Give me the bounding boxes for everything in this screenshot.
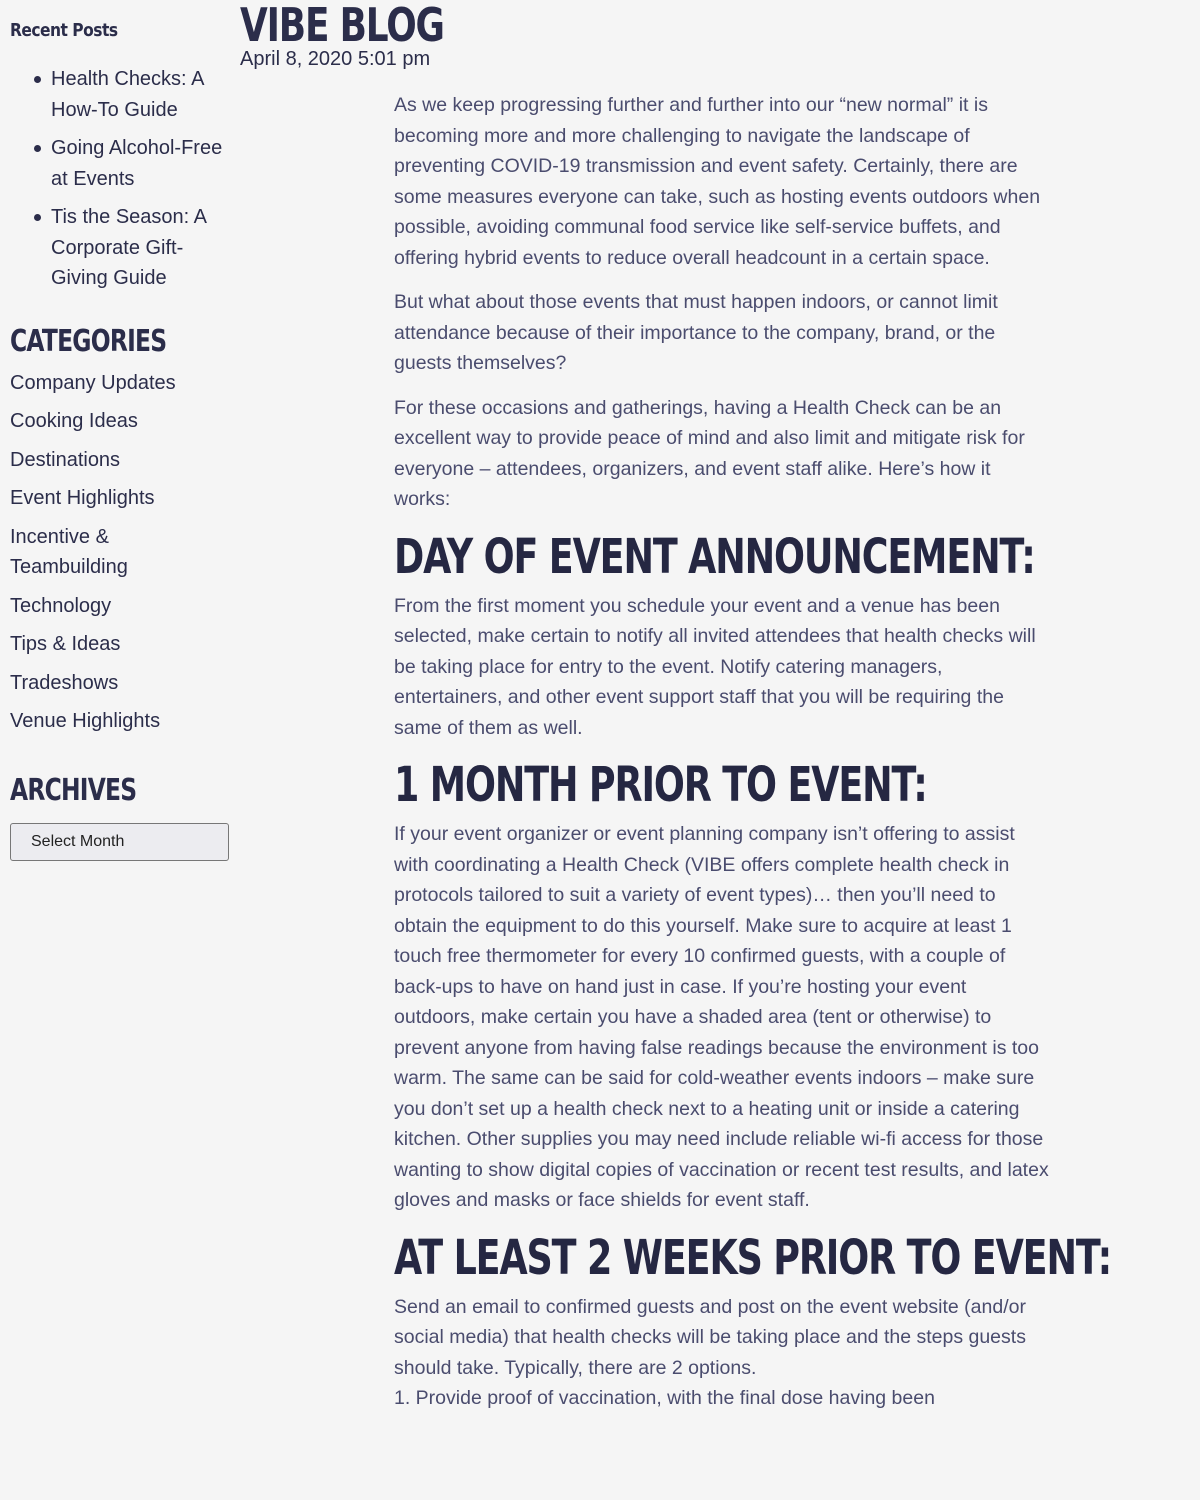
recent-post-link[interactable]: Health Checks: A How-To Guide bbox=[51, 68, 204, 121]
recent-post-link[interactable]: Going Alcohol-Free at Events bbox=[51, 137, 223, 190]
archives-title: ARCHIVES bbox=[10, 772, 137, 808]
post-date: April 8, 2020 5:01 pm bbox=[240, 48, 431, 70]
list-item bbox=[10, 591, 230, 622]
article-paragraph: 1. Provide proof of vaccination, with the final dose having been bbox=[394, 1387, 935, 1409]
article-paragraph: From the first moment you schedule your event and a venue has been selected, make certain to notify all invited attendees that health checks will be taking place for entry to the event. Notify catering managers, entertainers, and other event support staff that you will be requiring the same of them as well. bbox=[394, 594, 1036, 739]
category-link-incentive-teambuilding[interactable]: Incentive & Teambuilding bbox=[10, 525, 128, 578]
category-link-destinations[interactable]: Destinations bbox=[10, 448, 121, 471]
recent-posts-title: Recent Posts bbox=[10, 20, 118, 41]
article-paragraph: As we keep progressing further and further into our “new normal” it is becoming more and more challenging to navigate the landscape of preventing COVID-19 transmission and event safety. Certainly, there are some measures everyone can take, such as hosting events outdoors when possible, avoiding communal food service like self-service buffets, and offering hybrid events to reduce overall headcount in a certain space. bbox=[394, 94, 1041, 269]
category-link-company-updates[interactable]: Company Updates bbox=[10, 371, 176, 394]
archives-month-select[interactable] bbox=[10, 823, 229, 861]
list-item bbox=[10, 522, 230, 583]
category-link-event-highlights[interactable]: Event Highlights bbox=[10, 487, 155, 509]
recent-post-link[interactable]: Tis the Season: A Corporate Gift-Giving Guide bbox=[51, 206, 206, 289]
section-heading: AT LEAST 2 WEEKS PRIOR TO EVENT: bbox=[394, 1229, 1112, 1286]
article-content bbox=[394, 90, 1112, 1414]
list-item bbox=[10, 629, 230, 660]
category-link-technology[interactable]: Technology bbox=[10, 594, 112, 617]
article-paragraph: But what about those events that must happen indoors, or cannot limit attendance because of their importance to the company, brand, or the guests themselves? bbox=[394, 291, 998, 374]
list-item bbox=[10, 706, 230, 737]
list-item bbox=[10, 406, 230, 437]
category-link-tips-ideas[interactable]: Tips & Ideas bbox=[10, 633, 121, 655]
bullet-icon bbox=[34, 145, 41, 152]
article-paragraph: Send an email to confirmed guests and post on the event website (and/or social media) that health checks will be taking place and the steps guests should take. Typically, there are 2 options. bbox=[394, 1295, 1026, 1379]
list-item bbox=[10, 64, 230, 125]
list-item bbox=[10, 445, 230, 476]
bullet-icon bbox=[34, 76, 41, 83]
category-link-cooking-ideas[interactable]: Cooking Ideas bbox=[10, 410, 138, 432]
article-paragraph: For these occasions and gatherings, having a Health Check can be an excellent way to provide peace of mind and also limit and mitigate risk for everyone – attendees, organizers, and event staff alike. Here’s how it works: bbox=[394, 396, 1025, 510]
category-link-tradeshows[interactable]: Tradeshows bbox=[10, 671, 119, 694]
list-item bbox=[10, 668, 230, 699]
category-link-venue-highlights[interactable]: Venue Highlights bbox=[10, 710, 161, 732]
section-heading: DAY OF EVENT ANNOUNCEMENT: bbox=[394, 528, 1035, 585]
list-item bbox=[10, 368, 230, 399]
blog-title: VIBE BLOG bbox=[240, 0, 444, 52]
list-item bbox=[10, 133, 230, 194]
section-heading: 1 MONTH PRIOR TO EVENT: bbox=[394, 757, 927, 813]
recent-posts-list bbox=[10, 64, 230, 294]
categories-title: CATEGORIES bbox=[10, 323, 167, 359]
list-item bbox=[10, 202, 230, 294]
bullet-icon bbox=[34, 214, 41, 221]
list-item bbox=[10, 483, 230, 514]
article-paragraph: If your event organizer or event planning company isn’t offering to assist with coordinating a Health Check (VIBE offers complete health check in protocols tailored to suit a variety of event types)… then you’ll need to obtain the equipment to do this yourself. Make sure to acquire at least 1 touch free thermometer for every 10 confirmed guests, with a couple of back-ups to have on hand just in case. If you’re hosting your event outdoors, make certain you have a shaded area (tent or otherwise) to prevent anyone from having false readings because the environment is too warm. The same can be said for cold-weather events indoors – make sure you don’t set up a health check next to a heating unit or inside a catering kitchen. Other supplies you may need include reliable wi-fi access for those wanting to show digital copies of vaccination or recent test results, and latex gloves and masks or face shields for event staff. bbox=[394, 823, 1049, 1211]
categories-list bbox=[10, 368, 230, 737]
select-label: Select Month bbox=[31, 832, 125, 850]
sidebar bbox=[10, 0, 230, 861]
